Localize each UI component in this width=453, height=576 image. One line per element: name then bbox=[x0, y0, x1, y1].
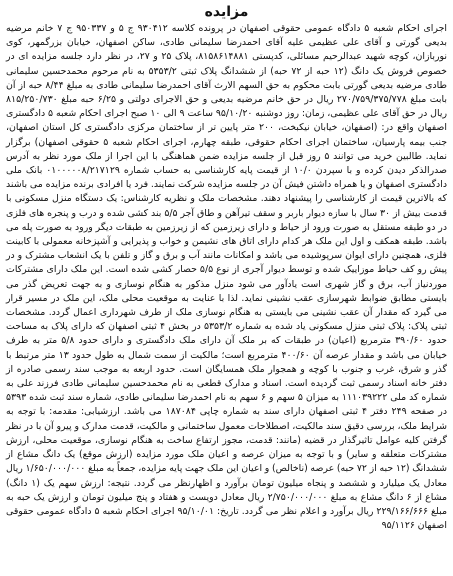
notice-body bbox=[6, 22, 447, 533]
notice-paragraph: اجرای احکام شعبه ۵ دادگاه عمومی حقوقی اصفهان در پرونده کلاسه ۹۳۰۴۱۲ ج ۵ و ۹۵۰۳۳۷ ج ۷ خانم مرضیه بدیعی گورتی و آقای علی عظیمی علیه آقای احمدرضا سلیمانی طادی، ساکن اصفهان، خیابان بزرگمهر، کوی نوربازان، کوچه شهید عبدالرحیم مسائلی، کدپستی ۸۱۵۸۶۱۴۸۸۱، پلاک ۲۵ و ۲۷، در نظر دارد جلسه مزایده ای در خصوص فروش یک دانگ (۱۲ حبه از ۷۲ حبه) از ششدانگ پلاک ثبتی ۵۳۵۳/۲ به نام مرحوم محمدحسین سلیمانی طادی مرضیه بدیعی گورتی بابت محکوم به حق السهم الارث آقای احمدرضا سلیمانی طادی به مبلغ ۸/۴۴ حبه از آن بابت مبلغ ۲۷۰/۷۵۹/۳۷۵/۷۷۸ ریال در حق خانم مرضیه بدیعی و حق الاجرای دولتی و ۶/۲۵ حبه مبلغ ۸۱۵/۲۵۰/۷۳۰ ریال در حق آقای علی عظیمی، زمان: روز دوشنبه ۹۵/۱۰/۲۰ ساعت ۹ الی ۱۰ صبح اجرای احکام شعبه ۵ دادگستری اصفهان واقع در: (اصفهان، خیابان نیکبخت، ۲۰۰ متر پایین تر از ساختمان مرکزی دادگستری کل استان اصفهان، جنب بیمه پارسیان، ساختمان اجرای احکام حقوقی، طبقه چهارم، اجرای احکام شعبه ۵ حقوقی اصفهان) برگزار نماید. طالبین خرید می توانند ۵ روز قبل از جلسه مزایده ضمن هماهنگی با این اجرا از ملک مورد نظر به آدرس صدرالذکر دیدن کرده و با سپردن ۱۰/۰ از قیمت پایه کارشناسی به حساب شماره ۰۱۰۰۰۰۰۸/۲۱۷۱۲۹ بانک ملی دادگستری اصفهان و یا همراه داشتن فیش آن در جلسه مزایده شرکت نمایند. فرد یا افرادی برنده مزایده می باشند که بالاترین قیمت از کارشناسی را پیشنهاد دهند. مشخصات ملک و نظریه کارشناس: یک دستگاه منزل مسکونی با قدمت بیش از ۳۰ سال با سازه دیوار باربر و سقف تیرآهن و طاق آجر ۵/۵ بند کشی شده و درب و پنجره های فلزی در دو طبقه مستقل به صورت ورود از حیاط و دارای زیرزمین که از زیرزمین به طبقات دیگر ورود به صورت پله می باشد. طبقه همکف و اول این ملک هر کدام دارای اتاق های نشیمن و خواب و پذیرایی و آشپزخانه معمولی با کابینت فلزی، همچنین دارای ایوان سرپوشیده می باشد و امکانات مانند آب و برق و گاز و تلفن با یک انشعاب مشترک و در پیش رو کف حیاط موزاییک شده و توسط دیوار آجری از نوع ۵/۵ حصار کشی شده است. این ملک دارای مشترکات موردنیاز آب، برق و گاز شهری است یادآور می شود منزل مذکور به هنگام نوسازی و به جهت تعریض گذر می بایستی مطابق ضوابط شهرسازی عقب نشینی نماید. لذا با عنایت به موقعیت محلی ملک، این ملک در مسیر قرار می گیرد که مقدار آن عقب نشینی می بایستی به هنگام نوسازی ملک از طرف شهرداری اعمال گردد. مشخصات ثبتی پلاک: پلاک ثبتی منزل مسکونی یاد شده به شماره ۵۳۵۳/۲ در بخش ۴ ثبتی اصفهان که دارای پلاک به مساحت حدود ۳۹۰/۶۰ مترمربع (اعیان) در طبقات که بر ملک آن دارای ملک دادگستری و دارای حدود ۵/۸ متر به طرف خیابان می باشد و مقدار عرصه آن ۴۰۰/۶۰ مترمربع است؛ مالکیت از سمت شمال به طول حدود ۱۳ متر مرتبط با گذر و شرق، غرب و جنوب با کوچه و همجوار ملک همسایگان است. حدود اربعه به موجب سند رسمی صادره از دفتر خانه اسناد رسمی ثبت گردیده است. اسناد و مدارک قطعی به نام محمدحسین سلیمانی طادی فرزند علی به شماره کد ملی ۱۱۱۰۳۹۲۲۲ به میزان ۵ سهم و ۶ سهم به نام احمدرضا سلیمانی طادی، شماره سند ثبت شده ۵۳۹۳ در صفحه ۲۴۹ دفتر ۴ ثبتی اصفهان دارای سند به شماره چاپی ۱۸۷۰۸۴ می باشد. ارزشیابی: مقدمه: با توجه به شرایط ملک، بررسی دقیق سند مالکیت، اصطلاحات معمول ساختمانی و مالکیت، قدمت مدارک و پیرو آن با در نظر گرفتن کلیه عوامل تاثیرگذار در قضیه (مانند: قدمت، مجوز ارتفاع ساخت به هنگام نوسازی، موقعیت محلی، ارزش مشترکات متعلقه و سایر) و با توجه به میزان عرصه و اعیان ملک مورد مزایده (ارزش موقع) یک دانگ مشاع از ششدانگ (۱۲ حبه از ۷۲ حبه) عرصه (ناخالص) و اعیان این ملک جهت پایه مزایده، جمعاً به مبلغ ۱/۶۵۰/۰۰۰/۰۰۰ ریال معادل یک میلیارد و ششصد و پنجاه میلیون تومان برآورد و اظهارنظر می گردد. نتیجه: ارزش سهم یک (۱ دانگ) مشاع از ۶ دانگ مشاع به مبلغ ۲/۷۵۰/۰۰۰/۰۰۰ ریال معادل دویست و هفتاد و پنج میلیون تومان و ارزش یک حبه به مبلغ ۲۲۹/۱۶۶/۶۶۶ ریال برآورد و اعلام نظر می گردد. تاریخ: ۹۵/۱۰/۰۱ اجرای احکام شعبه ۵ دادگاه عمومی حقوقی اصفهان ۹۵/۱۱۲۶ bbox=[6, 23, 448, 532]
notice-title: مزایده bbox=[204, 4, 249, 20]
